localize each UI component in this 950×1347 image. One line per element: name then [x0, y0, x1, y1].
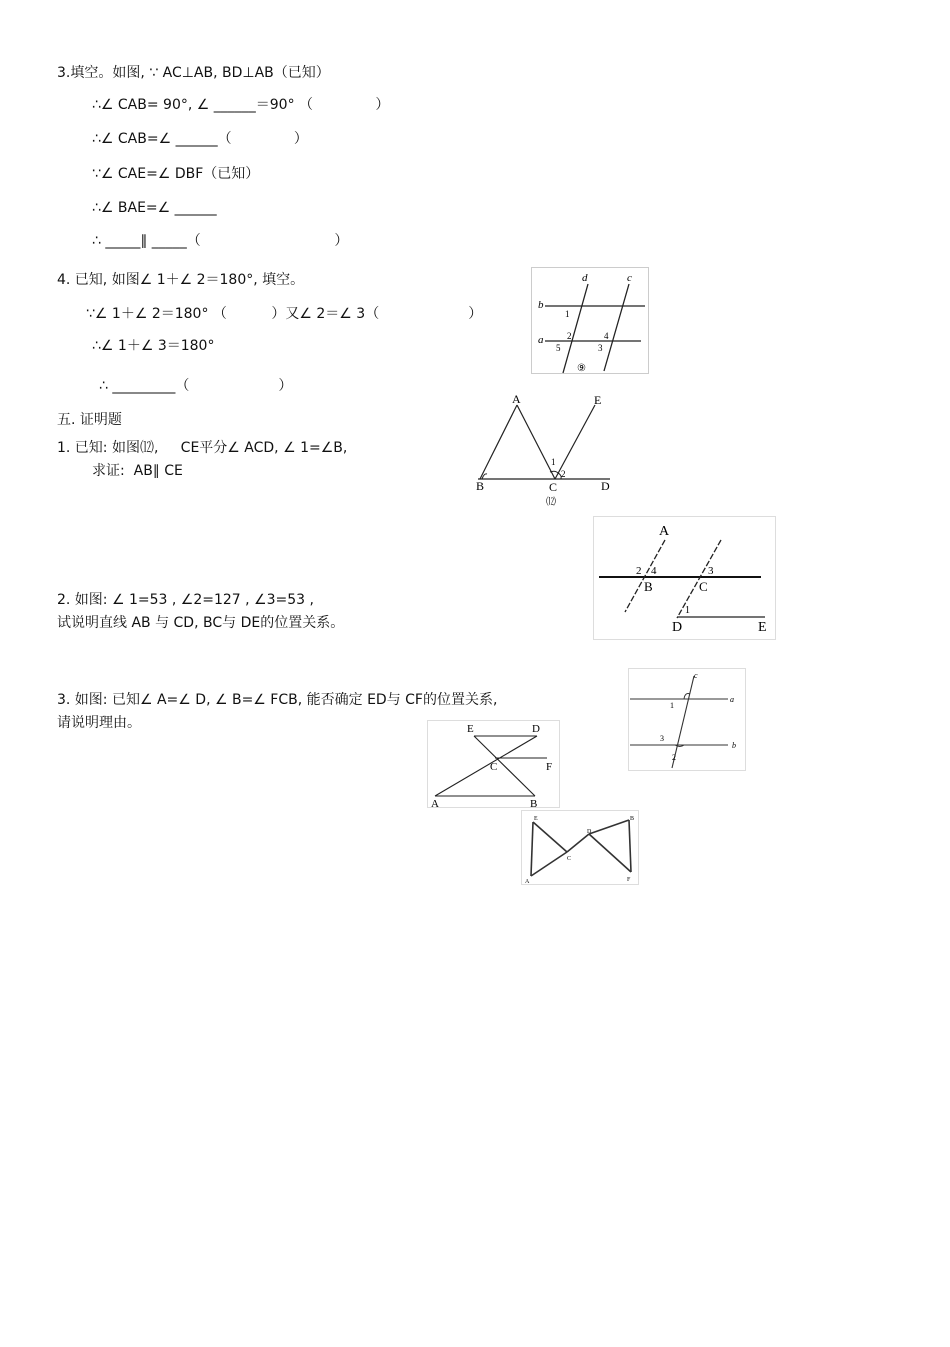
- angle-2: 2: [672, 753, 676, 762]
- label-a: a: [538, 334, 544, 346]
- figure-bowtie: [521, 810, 639, 885]
- angle-4: 4: [651, 565, 657, 577]
- label-C: C: [549, 480, 558, 494]
- q3-line4: ∴∠ BAE=∠ ______: [92, 200, 217, 216]
- label-C: C: [567, 856, 572, 862]
- label-B: B: [644, 579, 653, 594]
- label-b: b: [538, 299, 544, 311]
- figure-9: [531, 267, 649, 374]
- q4-title: 4. 已知, 如图∠ 1＋∠ 2＝180°, 填空。: [57, 272, 305, 288]
- label-A: A: [659, 524, 670, 539]
- q4-line3: ∴ _________（ ）: [99, 378, 293, 394]
- angle-3: 3: [660, 734, 664, 743]
- proof3-line2: 请说明理由。: [57, 715, 141, 731]
- figure-proof-2: [593, 516, 776, 640]
- label-A: A: [525, 879, 530, 885]
- label-c: c: [627, 272, 632, 284]
- label-B: B: [630, 816, 635, 822]
- label-A: A: [431, 798, 439, 808]
- label-b: b: [732, 741, 736, 750]
- label-D: D: [587, 829, 592, 835]
- proof2-line2: 试说明直线 AB 与 CD, BC与 DE的位置关系。: [57, 615, 345, 631]
- figure-12: [470, 390, 620, 512]
- q3-line5: ∴ _____∥ _____（ ）: [92, 233, 349, 249]
- q3-title: 3.填空。如图, ∵ AC⊥AB, BD⊥AB（已知）: [57, 65, 330, 81]
- angle-5: 5: [556, 343, 561, 353]
- q4-line1: ∵∠ 1＋∠ 2＝180° （ ）又∠ 2＝∠ 3（ ）: [86, 306, 483, 322]
- angle-2: 2: [636, 565, 642, 577]
- label-B: B: [476, 479, 485, 493]
- q3-line2: ∴∠ CAB=∠ ______（ ）: [92, 131, 308, 147]
- angle-1: 1: [670, 701, 674, 710]
- label-d: d: [582, 272, 588, 284]
- label-D: D: [601, 479, 610, 493]
- angle-3: 3: [598, 343, 603, 353]
- label-F: F: [627, 877, 631, 883]
- angle-4: 4: [604, 331, 609, 341]
- label-a: a: [730, 695, 734, 704]
- section5-heading: 五. 证明题: [57, 412, 122, 428]
- label-E: E: [534, 816, 538, 822]
- label-E: E: [594, 393, 602, 407]
- angle-3: 3: [708, 565, 714, 577]
- label-c: c: [694, 671, 698, 680]
- proof2-line1: 2. 如图: ∠ 1=53 , ∠2=127 , ∠3=53 ,: [57, 592, 314, 608]
- proof1-line2: 求证: AB∥ CE: [92, 463, 183, 479]
- label-C: C: [699, 579, 708, 594]
- figure-9-caption: ⑨: [577, 363, 586, 374]
- label-F: F: [546, 761, 553, 773]
- label-C: C: [490, 761, 498, 773]
- q4-line2: ∴∠ 1＋∠ 3＝180°: [92, 338, 215, 354]
- angle-2: 2: [561, 469, 566, 479]
- q3-line1: ∴∠ CAB= 90°, ∠ ______＝90° （ ）: [92, 97, 390, 113]
- angle-1: 1: [685, 605, 690, 616]
- proof1-line1: 1. 已知: 如图⑿, CE平分∠ ACD, ∠ 1=∠B,: [57, 440, 348, 456]
- label-E: E: [467, 723, 474, 735]
- label-E: E: [758, 620, 767, 635]
- figure-proof-3: [427, 720, 560, 808]
- figure-12-caption: ⑿: [546, 497, 556, 508]
- q3-line3: ∵∠ CAE=∠ DBF（已知）: [92, 166, 260, 182]
- label-B: B: [530, 798, 538, 808]
- angle-2: 2: [567, 331, 572, 341]
- label-D: D: [532, 723, 540, 735]
- figure-parallel-ab: [628, 668, 746, 771]
- angle-1: 1: [565, 309, 570, 319]
- proof3-line1: 3. 如图: 已知∠ A=∠ D, ∠ B=∠ FCB, 能否确定 ED与 CF的位置关系,: [57, 692, 498, 708]
- angle-1: 1: [551, 457, 556, 467]
- label-D: D: [672, 620, 683, 635]
- label-A: A: [512, 392, 521, 406]
